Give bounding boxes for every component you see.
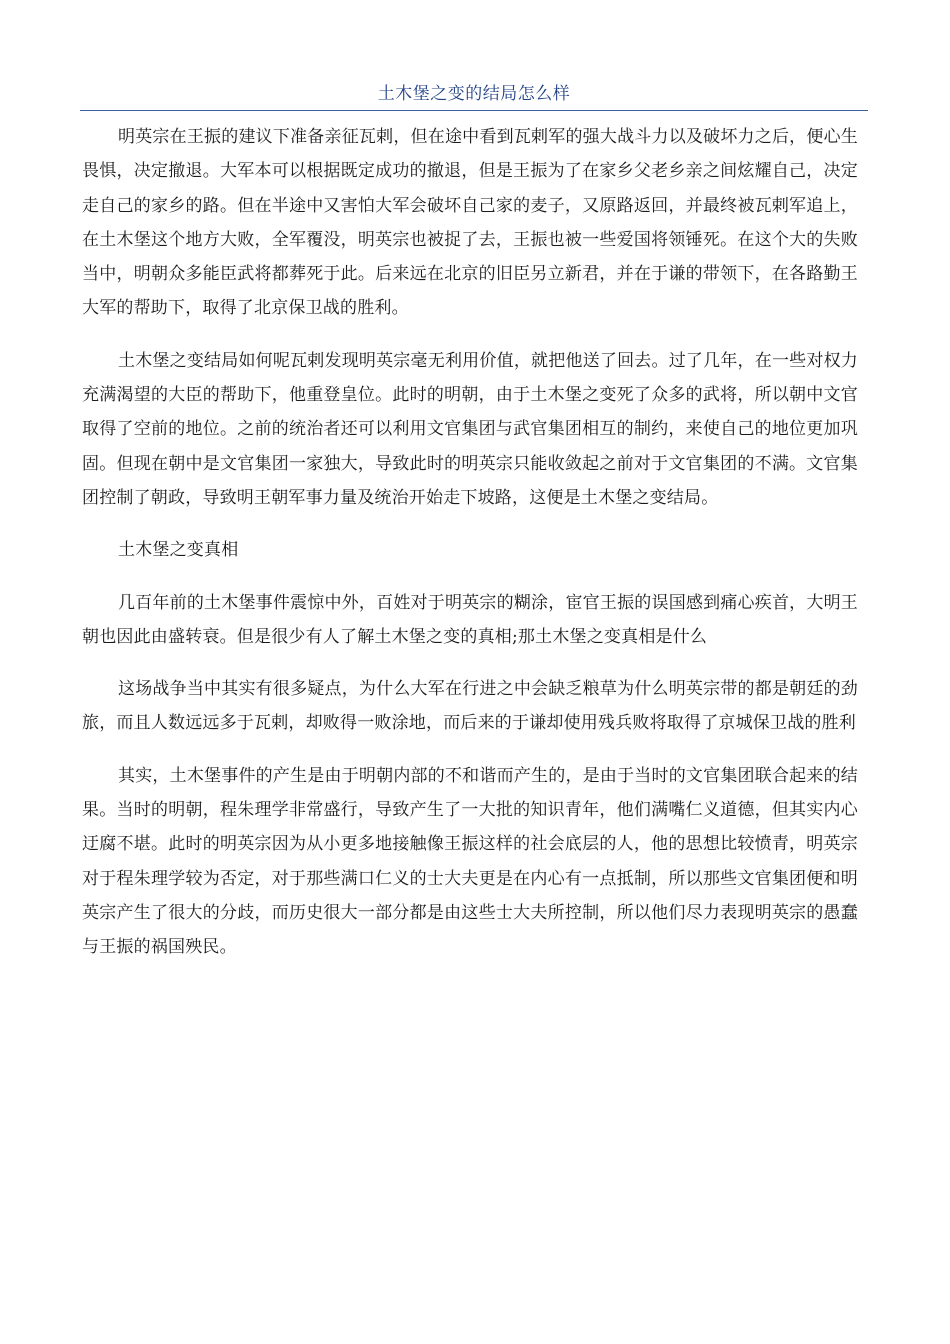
- paragraph-4: 这场战争当中其实有很多疑点，为什么大军在行进之中会缺乏粮草为什么明英宗带的都是朝廷的劲旅，而且人数远远多于瓦剌，却败得一败涂地，而后来的于谦却使用残兵败将取得了京城保卫战的胜利: [82, 679, 858, 734]
- page-header: [80, 80, 868, 111]
- paragraph-3: 几百年前的土木堡事件震惊中外，百姓对于明英宗的糊涂，宦官王振的误国感到痛心疾首，大明王朝也因此由盛转衰。但是很少有人了解土木堡之变的真相;那土木堡之变真相是什么: [82, 592, 858, 647]
- page-title: 土木堡之变的结局怎么样: [377, 84, 571, 104]
- section-heading: 土木堡之变真相: [118, 540, 239, 561]
- article-body: [82, 120, 858, 983]
- paragraph-2: 土木堡之变结局如何呢瓦剌发现明英宗毫无利用价值，就把他送了回去。过了几年，在一些对权力充满渴望的大臣的帮助下，他重登皇位。此时的明朝，由于土木堡之变死了众多的武将，所以朝中文官取得了空前的地位。之前的统治者还可以利用文官集团与武官集团相互的制约，来使自己的地位更加巩固。但现在朝中是文官集团一家独大，导致此时的明英宗只能收敛起之前对于文官集团的不满。文官集团控制了朝政，导致明王朝军事力量及统治开始走下坡路，这便是土木堡之变结局。: [82, 350, 858, 508]
- paragraph-5: 其实，土木堡事件的产生是由于明朝内部的不和谐而产生的，是由于当时的文官集团联合起来的结果。当时的明朝，程朱理学非常盛行，导致产生了一大批的知识青年，他们满嘴仁义道德，但其实内心迂腐不堪。此时的明英宗因为从小更多地接触像王振这样的社会底层的人，他的思想比较愤青，明英宗对于程朱理学较为否定，对于那些满口仁义的士大夫更是在内心有一点抵制，所以那些文官集团便和明英宗产生了很大的分歧，而历史很大一部分都是由这些士大夫所控制，所以他们尽力表现明英宗的愚蠢与王振的祸国殃民。: [82, 765, 858, 958]
- paragraph-1: 明英宗在王振的建议下准备亲征瓦剌，但在途中看到瓦剌军的强大战斗力以及破坏力之后，便心生畏惧，决定撤退。大军本可以根据既定成功的撤退，但是王振为了在家乡父老乡亲之间炫耀自己，决定走自己的家乡的路。但在半途中又害怕大军会破坏自己家的麦子，又原路返回，并最终被瓦剌军追上，在土木堡这个地方大败，全军覆没，明英宗也被捉了去，王振也被一些爱国将领锤死。在这个大的失败当中，明朝众多能臣武将都葬死于此。后来远在北京的旧臣另立新君，并在于谦的带领下，在各路勤王大军的帮助下，取得了北京保卫战的胜利。: [82, 127, 858, 319]
